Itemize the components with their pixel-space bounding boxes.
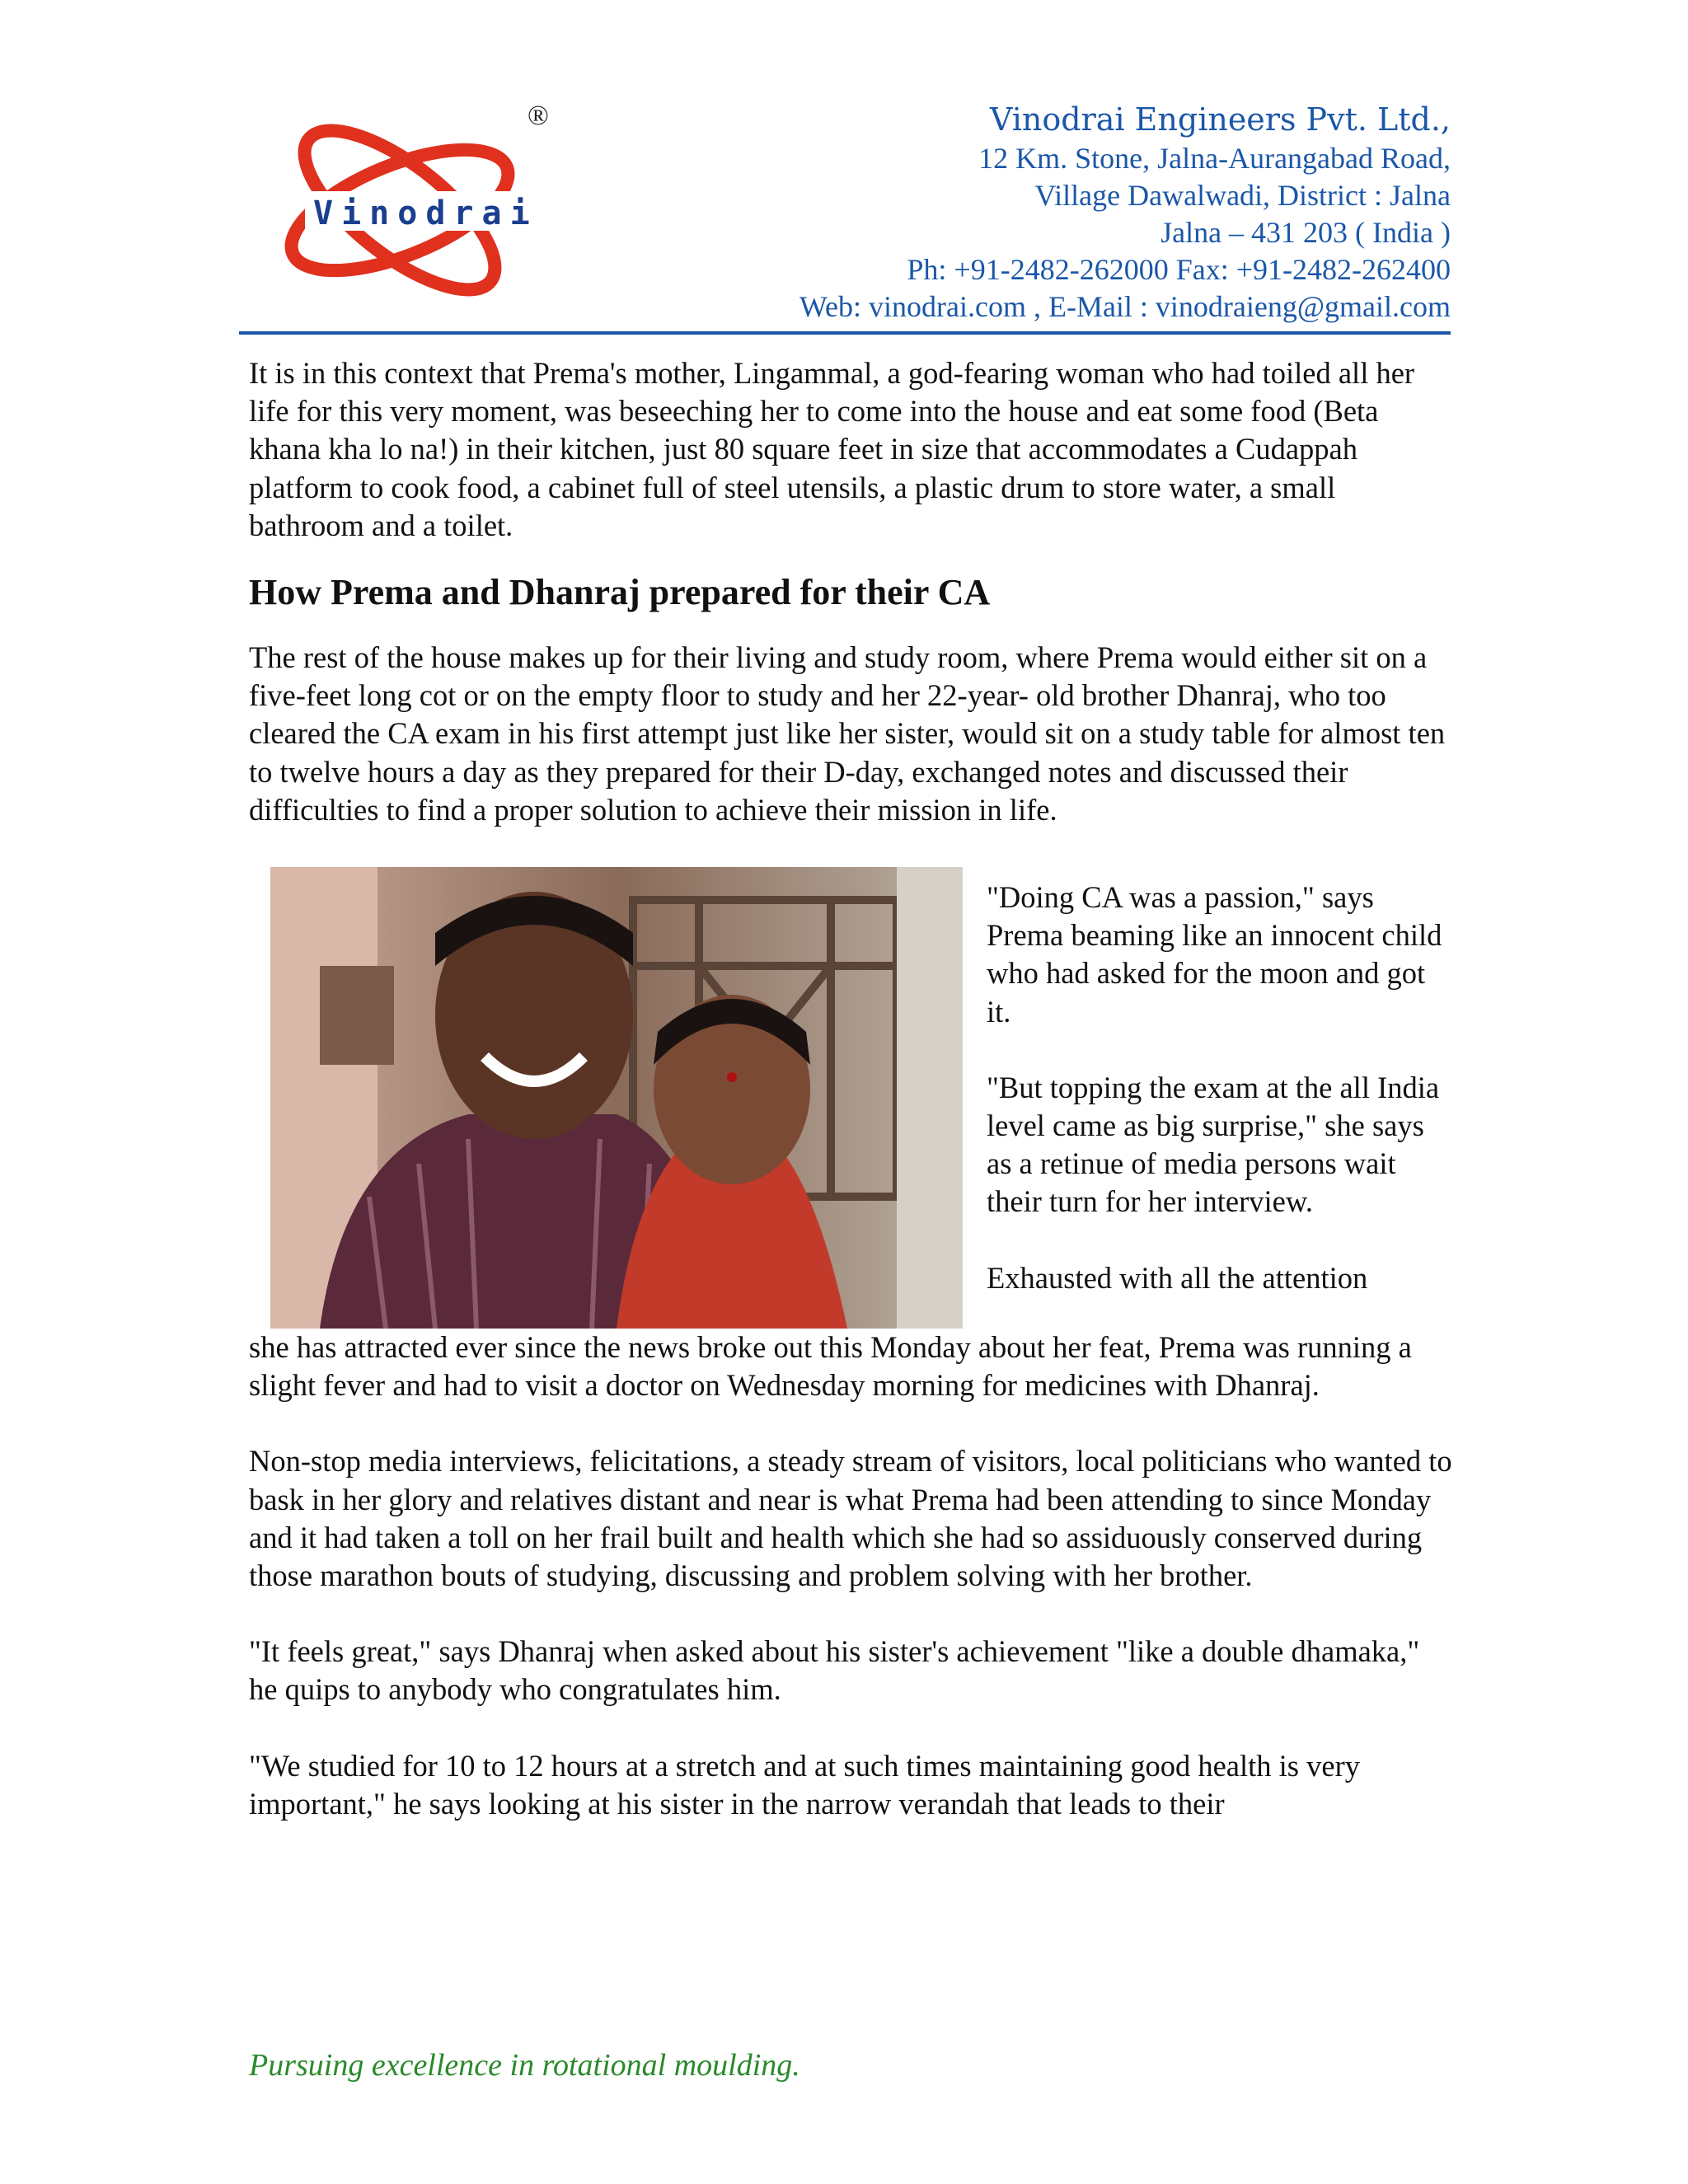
address-line: Village Dawalwadi, District : Jalna [1034,179,1451,212]
footer-tagline: Pursuing excellence in rotational moulding. [249,2048,800,2083]
phone-fax-line: Ph: +91-2482-262000 Fax: +91-2482-262400 [907,253,1451,286]
registered-mark: ® [528,101,549,131]
company-block [799,99,1451,326]
section-heading: How Prema and Dhanraj prepared for their CA [249,572,991,613]
paragraph: Exhausted with all the attention [987,1260,1368,1295]
paragraph: "But topping the exam at the all India level came as big surprise," she says as a retinue of media persons wait their turn for her interview. [987,1070,1440,1219]
paragraph: "It feels great," says Dhanraj when asked about his sister's achievement "like a double dhamaka," he quips to anybody who congratulates him. [249,1634,1420,1707]
web-email-line: Web: vinodrai.com , E-Mail : vinodraieng@gmail.com [799,290,1451,323]
article-body [249,354,1452,1823]
article-photo [270,867,963,1329]
vinodrai-logo [264,99,560,313]
paragraph: she has attracted ever since the news broke out this Monday about her feat, Prema was running a slight fever and had to visit a doctor on Wednesday morning for medicines with Dhanraj. [249,1330,1412,1403]
paragraph: "Doing CA was a passion," says Prema beaming like an innocent child who had asked for the moon and got it. [987,880,1442,1029]
paragraph: It is in this context that Prema's mother, Lingammal, a god-fearing woman who had toiled all her life for this very moment, was beseeching her to come into the house and eat some food (Beta khana kha lo na!) in their kitchen, just 80 square feet in size that accommodates a Cudappah platform to cook food, a cabinet full of steel utensils, a plastic drum to store water, a small bathroom and a toilet. [249,356,1415,542]
photo-caption-column [987,879,1448,1297]
paragraph: Non-stop media interviews, felicitations, a steady stream of visitors, local politicians who wanted to bask in her glory and relatives distant and near is what Prema had been attending to since Monday and it had taken a toll on her frail built and health which she had so assiduously conserved during those marathon bouts of studying, discussing and problem solving with her brother. [249,1444,1452,1593]
paragraph: The rest of the house makes up for their living and study room, where Prema would either sit on a five-feet long cot or on the empty floor to study and her 22-year- old brother Dhanraj, who too cleared the CA exam in his first attempt just like her sister, would sit on a study table for almost ten to twelve hours a day as they prepared for their D-day, exchanged notes and discussed their difficulties to find a proper solution to achieve their mission in life. [249,640,1446,827]
photo-section [249,867,1452,1329]
paragraph: "We studied for 10 to 12 hours at a stretch and at such times maintaining good health is very important," he says looking at his sister in the narrow verandah that leads to their [249,1748,1360,1821]
company-name: Vinodrai Engineers Pvt. Ltd., [990,101,1451,138]
header-rule [239,331,1451,335]
letterhead [239,82,1451,338]
logo-text: Vinodrai [313,194,538,232]
photo-illustration [270,867,963,1329]
address-line: 12 Km. Stone, Jalna-Aurangabad Road, [978,142,1451,175]
address-line: Jalna – 431 203 ( India ) [1160,216,1451,249]
